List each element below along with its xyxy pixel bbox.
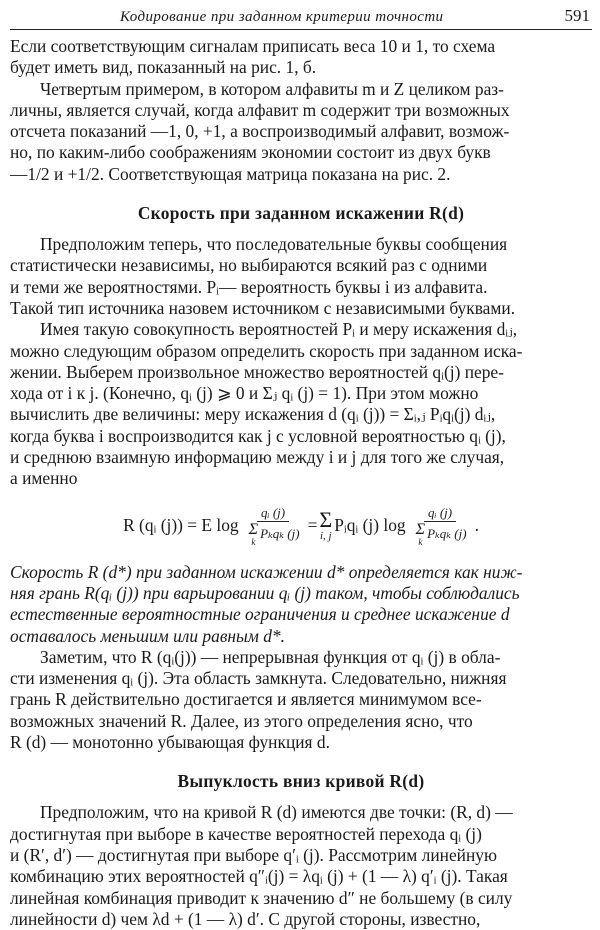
running-title: Кодирование при заданном критерии точности: [120, 9, 444, 25]
text-line: статистически независимы, но выбираются всякий раз с одними: [10, 255, 488, 276]
section-title-rate: Скорость при заданном искажении R(d): [137, 203, 465, 224]
text-line: когда буква i воспроизводится как j с условной вероятностью qᵢ (j),: [10, 425, 506, 446]
text-line: грань R действительно достигается и является минимумом все-: [10, 689, 482, 710]
text-line: линейности d) чем λd + (1 — λ) d′. С другой стороны, известно,: [10, 908, 481, 929]
page-header: [10, 6, 592, 30]
text-line: Скорость R (d*) при заданном искажении d* определяется как ниж-: [10, 561, 523, 582]
sum-symbol: Σ i, j: [319, 507, 333, 543]
book-page: [10, 6, 592, 930]
formula-equals: =: [307, 515, 318, 536]
text-line: достигнутая при выборе в качестве вероятностей перехода qᵢ (j): [10, 823, 482, 844]
definition-paragraph: [10, 562, 592, 647]
text-line: R (d) — монотонно убывающая функция d.: [10, 732, 330, 753]
fraction-numerator: qᵢ (j): [424, 505, 456, 522]
page-number: 591: [564, 6, 590, 25]
text-line: —1/2 и +1/2. Соответствующая матрица показана на рис. 2.: [10, 163, 451, 184]
text-line: Четвертым примером, в котором алфавиты m и Z целиком раз-: [40, 78, 504, 99]
text-line: Имея такую совокупность вероятностей Pᵢ и меру искажения dᵢⱼ,: [40, 319, 518, 340]
text-line: комбинацию этих вероятностей q″ᵢ(j) = λqᵢ (j) + (1 — λ) q′ᵢ (j). Такая: [10, 866, 508, 887]
fraction-numerator: qᵢ (j): [257, 505, 289, 522]
paragraph-continuity: [10, 647, 592, 753]
text-line: линейная комбинация приводит к значению d″ не большему (в силу: [10, 887, 513, 908]
text-line: вычислить две величины: меру искажения d (qᵢ (j)) = Σᵢ,ⱼ Pᵢqᵢ(j) dᵢⱼ,: [10, 404, 496, 425]
text-line: а именно: [10, 468, 78, 489]
text-line: и теми же вероятностями. Pᵢ— вероятность буквы i из алфавита.: [10, 276, 488, 297]
text-line: Заметим, что R (qᵢ(j)) — непрерывная функция от qᵢ (j) в обла-: [40, 646, 501, 667]
text-line: Такой тип источника назовем источником с независимыми буквами.: [10, 297, 516, 318]
paragraph-independent-source: [10, 234, 592, 319]
formula-fraction: [243, 505, 304, 547]
text-line: Если соответствующим сигналам приписать веса 10 и 1, то схема: [10, 36, 496, 56]
text-line: оставалось меньшим или равным d*.: [10, 625, 285, 646]
mutual-information-formula: [10, 498, 592, 554]
text-line: личны, является случай, когда алфавит m содержит три возможных: [10, 99, 510, 120]
text-line: можно следующим образом определить скорость при заданном иска-: [10, 340, 523, 361]
formula-period: .: [474, 515, 479, 536]
sum-symbol: Σ k: [248, 520, 259, 547]
sum-symbol: Σ k: [415, 520, 426, 547]
text-line: отсчета показаний —1, 0, +1, а воспроизводимый алфавит, возмож-: [10, 121, 510, 142]
text-line: и (R′, d′) — достигнутая при выборе q′ᵢ (j). Рассмотрим линейную: [10, 844, 497, 865]
text-line: возможных значений R. Далее, из этого определения ясно, что: [10, 710, 473, 731]
text-line: Предположим, что на кривой R (d) имеются две точки: (R, d) —: [40, 802, 513, 823]
text-line: няя грань R(qᵢ (j)) при варьировании qᵢ (j) таком, чтобы соблюдались: [10, 582, 520, 603]
paragraph-rate-definition: [10, 319, 592, 489]
fraction-denominator: Σ k Pₖqₖ (j): [248, 520, 300, 547]
text-line: будет иметь вид, показанный на рис. 1, б.: [10, 57, 317, 78]
formula-fraction: [410, 505, 471, 547]
fraction-denominator: Σ k Pₖqₖ (j): [415, 520, 467, 547]
section-title-convexity: Выпуклость вниз кривой R(d): [177, 771, 425, 792]
text-line: естественные вероятностные ограничения и среднее искажение d: [10, 604, 510, 625]
text-line: Предположим теперь, что последовательные буквы сообщения: [40, 234, 508, 255]
text-line: жении. Выберем произвольное множество вероятностей qᵢ(j) пере-: [10, 361, 504, 382]
formula-term: Pᵢqᵢ (j) log: [334, 515, 406, 536]
formula-lhs: R (qᵢ (j)) = E log: [123, 515, 239, 536]
text-line: но, по каким-либо соображениям экономии состоит из двух букв: [10, 142, 491, 163]
intro-paragraph: [10, 36, 592, 185]
paragraph-convexity: [10, 802, 592, 930]
text-line: сти изменения qᵢ (j). Эта область замкнута. Следовательно, нижняя: [10, 668, 507, 689]
text-line: и среднюю взаимную информацию между i и j для того же случая,: [10, 447, 505, 468]
text-line: хода от i к j. (Конечно, qᵢ (j) ⩾ 0 и Σⱼ qᵢ (j) = 1). При этом можно: [10, 383, 479, 404]
